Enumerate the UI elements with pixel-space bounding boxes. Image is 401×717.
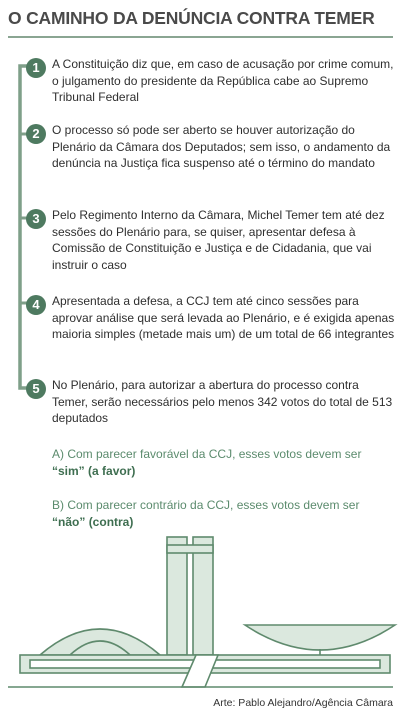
step-3-text: Pelo Regimento Interno da Câmara, Michel Temer tem até dez sessões do Plenário para, se quiser, apresentar defesa à Comissão de Constituição e Justiça e de Cidadania, que vai instruir o caso [52,208,385,272]
step-1-text: A Constituição diz que, em caso de acusação por crime comum, o julgamento do presidente da República cabe ao Supremo Tribunal Federal [52,57,394,104]
option-b-text: B) Com parecer contrário da CCJ, esses votos devem ser [52,498,360,512]
congress-building-illustration [0,515,401,695]
option-a-vote-note: (a favor) [88,463,136,478]
option-b-vote-note: (contra) [88,514,134,529]
step-2-number-badge: 2 [26,124,46,144]
title-divider [8,36,393,38]
option-b-vote: “não” [52,514,86,529]
step-4-number-badge: 4 [26,295,46,315]
page-title: O CAMINHO DA DENÚNCIA CONTRA TEMER [8,8,375,28]
step-5-number-badge: 5 [26,379,46,399]
credit-line: Arte: Pablo Alejandro/Agência Câmara [213,697,393,709]
option-a-vote: “sim” [52,463,85,478]
option-a [52,446,392,479]
step-2-text: O processo só pode ser aberto se houver autorização do Plenário da Câmara dos Deputados; sem isso, o andamento da denúncia na Justiça fica suspenso até o término do mandato [52,123,391,170]
step-5-text: No Plenário, para autorizar a abertura do processo contra Temer, serão necessários pelo menos 342 votos do total de 513 deputados [52,378,393,425]
step-3-number-badge: 3 [26,209,46,229]
option-a-text: A) Com parecer favorável da CCJ, esses votos devem ser [52,447,362,461]
step-1-number-badge: 1 [26,58,46,78]
step-4-text: Apresentada a defesa, a CCJ tem até cinco sessões para aprovar análise que será levada ao Plenário, e é exigida apenas maioria simples (metade mais um) de um total de 66 integrantes [52,294,395,341]
